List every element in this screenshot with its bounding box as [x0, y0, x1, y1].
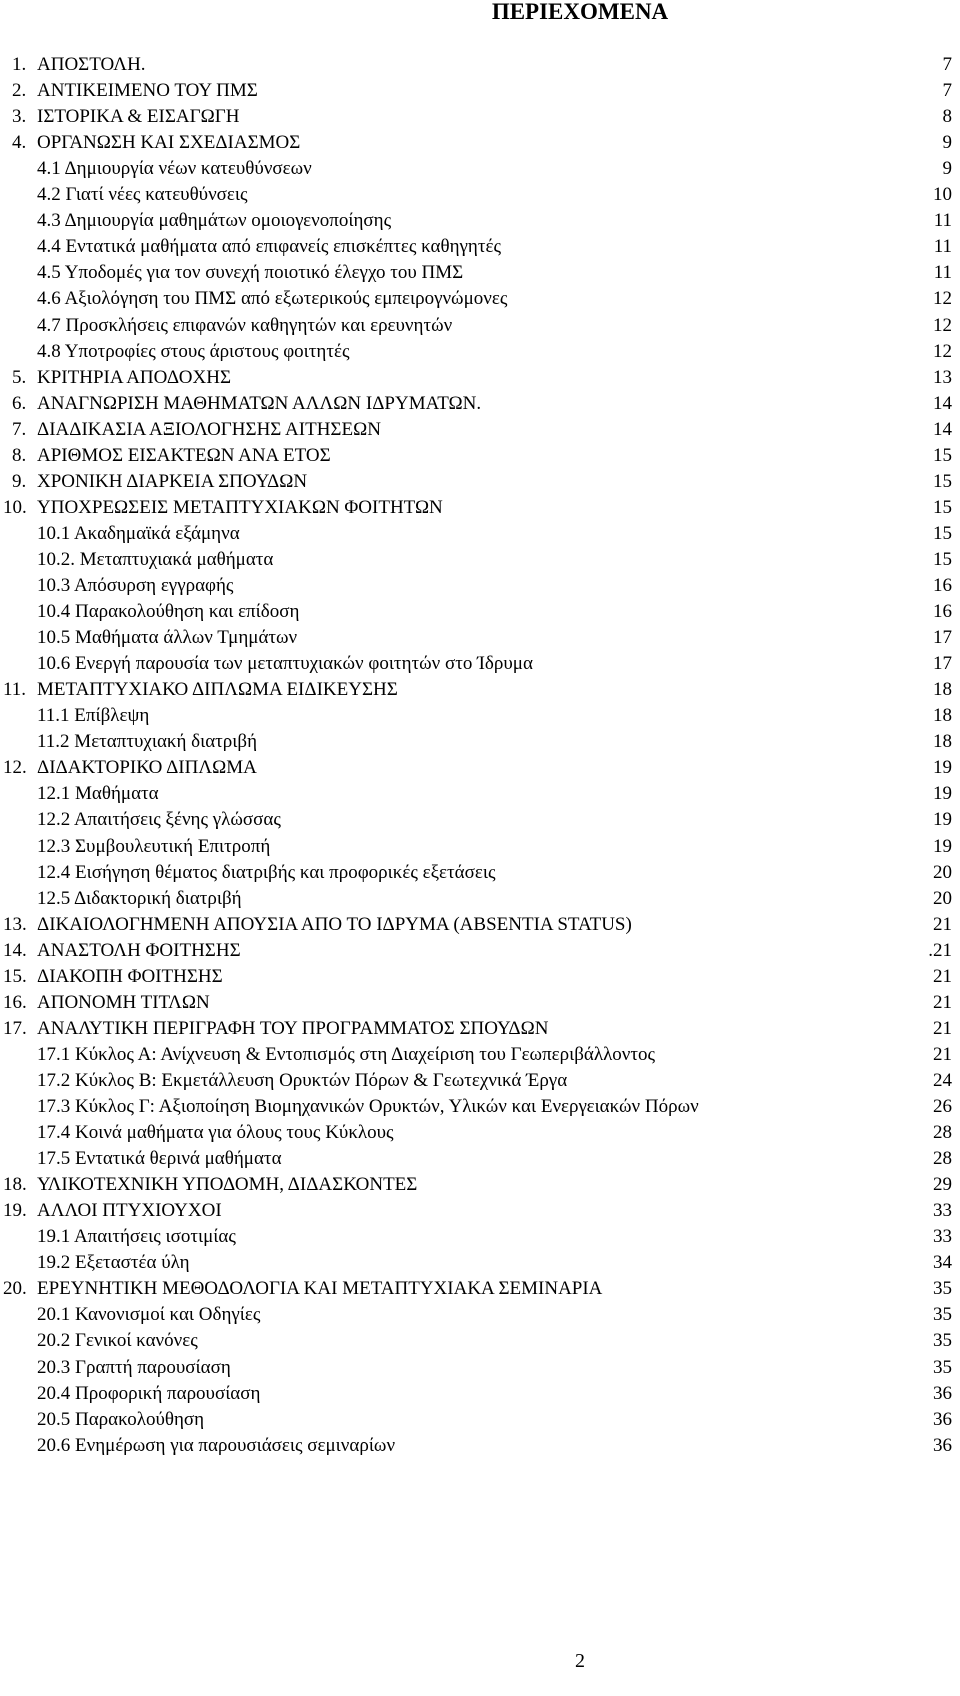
- toc-entry-title: 4.6 Αξιολόγηση του ΠΜΣ από εξωτερικούς εμπειρογνώμονες: [37, 288, 508, 310]
- toc-entry-page: 34: [933, 1252, 952, 1274]
- toc-entry[interactable]: [0, 886, 960, 912]
- toc-entry[interactable]: [0, 260, 960, 286]
- toc-entry-page: 18: [933, 705, 952, 727]
- toc-entry-page: 10: [933, 184, 952, 206]
- toc-entry-page: .21: [928, 939, 952, 961]
- toc-entry[interactable]: [0, 625, 960, 651]
- toc-entry-title: 4.7 Προσκλήσεις επιφανών καθηγητών και ερευνητών: [37, 314, 453, 336]
- toc-entry-title: 4.8 Υποτροφίες στους άριστους φοιτητές: [37, 340, 350, 362]
- toc-entry-number: 10.: [3, 496, 27, 518]
- toc-entry[interactable]: [0, 912, 960, 938]
- toc-entry-page: 18: [933, 731, 952, 753]
- toc-entry-number: 12.: [3, 757, 27, 779]
- toc-entry[interactable]: [0, 313, 960, 339]
- toc-entry-number: 20.: [3, 1278, 27, 1300]
- toc-entry[interactable]: [0, 1120, 960, 1146]
- toc-entry-number: 13.: [3, 913, 27, 935]
- toc-entry-number: 2.: [12, 80, 27, 102]
- toc-entry-page: 15: [933, 444, 952, 466]
- toc-entry-page: 21: [933, 913, 952, 935]
- toc-entry[interactable]: [0, 677, 960, 703]
- toc-entry[interactable]: [0, 417, 960, 443]
- toc-entry-page: 35: [933, 1356, 952, 1378]
- toc-entry-page: 13: [933, 366, 952, 388]
- toc-entry-number: 9.: [12, 470, 27, 492]
- toc-entry-title: ΟΡΓΑΝΩΣΗ ΚΑΙ ΣΧΕΔΙΑΣΜΟΣ: [37, 132, 301, 154]
- toc-entry-page: 35: [933, 1330, 952, 1352]
- toc-entry[interactable]: [0, 104, 960, 130]
- toc-entry-title: ΕΡΕΥΝΗΤΙΚΗ ΜΕΘΟΔΟΛΟΓΙΑ ΚΑΙ ΜΕΤΑΠΤΥΧΙΑΚΑ ΣΕΜΙΝΑΡΙΑ: [37, 1278, 603, 1300]
- page-title: ΠΕΡΙΕΧΟΜΕΝΑ: [491, 0, 669, 24]
- toc-entry[interactable]: [0, 1172, 960, 1198]
- toc-entry[interactable]: [0, 365, 960, 391]
- toc-entry-title: 10.1 Ακαδημαϊκά εξάμηνα: [37, 522, 240, 544]
- toc-entry[interactable]: [0, 1381, 960, 1407]
- toc-entry-page: 21: [933, 965, 952, 987]
- toc-entry-title: 12.3 Συμβουλευτική Επιτροπή: [37, 835, 271, 857]
- toc-entry[interactable]: [0, 156, 960, 182]
- toc-entry[interactable]: [0, 1094, 960, 1120]
- toc-entry-page: 28: [933, 1148, 952, 1170]
- toc-entry-title: 20.6 Ενημέρωση για παρουσιάσεις σεμιναρίων: [37, 1434, 396, 1456]
- toc-entry-title: 11.1 Επίβλεψη: [37, 705, 150, 727]
- toc-entry[interactable]: [0, 834, 960, 860]
- toc-entry-page: 16: [933, 601, 952, 623]
- toc-entry-title: ΔΙΚΑΙΟΛΟΓΗΜΕΝΗ ΑΠΟΥΣΙΑ ΑΠΟ ΤΟ ΙΔΡΥΜΑ (ABSENTIA STATUS): [37, 913, 632, 935]
- toc-entry-page: 17: [933, 653, 952, 675]
- toc-entry-page: 21: [933, 991, 952, 1013]
- toc-entry[interactable]: [0, 78, 960, 104]
- toc-entry[interactable]: [0, 573, 960, 599]
- toc-entry-number: 17.: [3, 1017, 27, 1039]
- toc-entry-title: ΑΝΑΛΥΤΙΚΗ ΠΕΡΙΓΡΑΦΗ ΤΟΥ ΠΡΟΓΡΑΜΜΑΤΟΣ ΣΠΟΥΔΩΝ: [37, 1017, 549, 1039]
- toc-entry-page: 20: [933, 887, 952, 909]
- toc-entry-number: 1.: [12, 54, 27, 75]
- toc-entry[interactable]: [0, 1276, 960, 1302]
- toc-entry-title: ΥΠΟΧΡΕΩΣΕΙΣ ΜΕΤΑΠΤΥΧΙΑΚΩΝ ΦΟΙΤΗΤΩΝ: [37, 496, 443, 518]
- toc-entry-page: 16: [933, 575, 952, 596]
- toc-entry-title: 10.4 Παρακολούθηση και επίδοση: [37, 601, 300, 623]
- toc-entry-number: 15.: [3, 965, 27, 987]
- toc-entry-page: 7: [942, 54, 952, 75]
- toc-entry-page: 19: [933, 783, 952, 805]
- toc-entry-page: 9: [942, 158, 952, 180]
- toc-entry-title: 10.6 Ενεργή παρουσία των μεταπτυχιακών φοιτητών στο Ίδρυμα: [37, 653, 533, 675]
- toc-entry[interactable]: [0, 1355, 960, 1381]
- toc-entry-number: 11.: [3, 679, 27, 701]
- toc-entry-title: ΙΣΤΟΡΙΚΑ & ΕΙΣΑΓΩΓΗ: [37, 106, 240, 128]
- toc-entry[interactable]: [0, 286, 960, 312]
- toc-entry[interactable]: [0, 599, 960, 625]
- toc-entry-title: 19.1 Απαιτήσεις ισοτιμίας: [37, 1226, 236, 1248]
- toc-entry[interactable]: [0, 1433, 960, 1459]
- toc-entry-page: 29: [933, 1174, 952, 1196]
- toc-entry-title: 20.4 Προφορική παρουσίαση: [37, 1382, 261, 1404]
- toc-entry[interactable]: [0, 729, 960, 755]
- toc-entry-title: ΔΙΔΑΚΤΟΡΙΚΟ ΔΙΠΛΩΜΑ: [37, 757, 257, 779]
- toc-entry[interactable]: [0, 1302, 960, 1328]
- toc-entry-page: 12: [933, 340, 952, 362]
- toc-entry-page: 24: [933, 1069, 952, 1091]
- toc-entry-page: 14: [933, 418, 952, 440]
- toc-entry[interactable]: [0, 1068, 960, 1094]
- toc-entry-title: ΜΕΤΑΠΤΥΧΙΑΚΟ ΔΙΠΛΩΜΑ ΕΙΔΙΚΕΥΣΗΣ: [37, 679, 398, 701]
- toc-entry-page: 15: [933, 522, 952, 544]
- toc-entry-page: 14: [933, 392, 952, 414]
- toc-entry[interactable]: [0, 234, 960, 260]
- toc-entry-page: 21: [933, 1017, 952, 1039]
- toc-entry-title: ΔΙΑΔΙΚΑΣΙΑ ΑΞΙΟΛΟΓΗΣΗΣ ΑΙΤΗΣΕΩΝ: [37, 418, 381, 440]
- toc-entry-page: 26: [933, 1096, 952, 1117]
- toc-entry-page: 19: [933, 835, 952, 857]
- toc-entry-page: 35: [933, 1304, 952, 1326]
- toc-entry-number: 3.: [12, 106, 27, 128]
- toc-entry-page: 11: [933, 210, 952, 232]
- toc-entry[interactable]: [0, 1016, 960, 1042]
- toc-entry-number: 14.: [3, 939, 27, 961]
- toc-entry-page: 33: [933, 1226, 952, 1248]
- toc-entry-number: 6.: [12, 392, 27, 414]
- page-number: 2: [575, 1650, 585, 1672]
- toc-entry-page: 19: [933, 809, 952, 831]
- toc-entry[interactable]: [0, 469, 960, 495]
- toc-entry-title: 12.4 Εισήγηση θέματος διατριβής και προφορικές εξετάσεις: [37, 861, 496, 883]
- toc-entry[interactable]: [0, 443, 960, 469]
- toc-entry-page: 20: [933, 861, 952, 883]
- toc-entry[interactable]: [0, 1407, 960, 1433]
- toc-entry-title: ΧΡΟΝΙΚΗ ΔΙΑΡΚΕΙΑ ΣΠΟΥΔΩΝ: [37, 470, 308, 492]
- toc-entry-page: 9: [942, 132, 952, 154]
- toc-entry-title: ΑΝΤΙΚΕΙΜΕΝΟ ΤΟΥ ΠΜΣ: [37, 80, 258, 102]
- toc-entry-title: 20.1 Κανονισμοί και Οδηγίες: [37, 1304, 261, 1326]
- toc-entry-title: 19.2 Εξεταστέα ύλη: [37, 1252, 190, 1274]
- toc-entry-title: ΑΝΑΣΤΟΛΗ ΦΟΙΤΗΣΗΣ: [37, 939, 241, 961]
- toc-entry[interactable]: [0, 182, 960, 208]
- toc-entry-title: ΔΙΑΚΟΠΗ ΦΟΙΤΗΣΗΣ: [37, 965, 223, 987]
- toc-entry[interactable]: [0, 938, 960, 964]
- toc-entry-title: 20.3 Γραπτή παρουσίαση: [37, 1356, 231, 1378]
- toc-entry-page: 12: [933, 288, 952, 310]
- toc-entry[interactable]: [0, 1042, 960, 1068]
- toc-entry[interactable]: [0, 521, 960, 547]
- toc-entry-number: 7.: [12, 418, 27, 440]
- toc-entry-page: 18: [933, 679, 952, 701]
- toc-entry-page: 36: [933, 1408, 952, 1430]
- toc-entry[interactable]: [0, 130, 960, 156]
- toc-entry-number: 19.: [3, 1200, 27, 1222]
- toc-entry-title: 20.2 Γενικοί κανόνες: [37, 1330, 198, 1352]
- toc-entry-page: 21: [933, 1043, 952, 1065]
- toc-entry[interactable]: [0, 52, 960, 78]
- toc-entry-title: 10.2. Μεταπτυχιακά μαθήματα: [37, 548, 274, 570]
- toc-entry-title: ΥΛΙΚΟΤΕΧΝΙΚΗ ΥΠΟΔΟΜΗ, ΔΙΔΑΣΚΟΝΤΕΣ: [37, 1174, 418, 1196]
- toc-entry-page: 15: [933, 470, 952, 492]
- toc-entry[interactable]: [0, 1224, 960, 1250]
- toc-entry-page: 8: [942, 106, 952, 128]
- toc-entry-number: 5.: [12, 366, 27, 388]
- toc-entry-title: ΑΠΟΝΟΜΗ ΤΙΤΛΩΝ: [37, 991, 210, 1013]
- toc-entry-title: 4.5 Υποδομές για τον συνεχή ποιοτικό έλεγχο του ΠΜΣ: [37, 262, 464, 284]
- toc-entry-number: 8.: [12, 444, 27, 466]
- toc-entry[interactable]: [0, 1328, 960, 1354]
- toc-entry[interactable]: [0, 547, 960, 573]
- toc-entry[interactable]: [0, 651, 960, 677]
- toc-entry-title: 10.5 Μαθήματα άλλων Τμημάτων: [37, 627, 298, 649]
- toc-entry-number: 4.: [12, 132, 27, 154]
- toc-entry-page: 28: [933, 1122, 952, 1144]
- toc-entry-title: ΑΛΛΟΙ ΠΤΥΧΙΟΥΧΟΙ: [37, 1200, 222, 1222]
- toc-entry-title: 4.4 Εντατικά μαθήματα από επιφανείς επισκέπτες καθηγητές: [37, 236, 501, 258]
- toc-entry-title: 4.3 Δημιουργία μαθημάτων ομοιογενοποίησης: [37, 210, 392, 232]
- toc-entry[interactable]: [0, 860, 960, 886]
- toc-entry-title: ΑΡΙΘΜΟΣ ΕΙΣΑΚΤΕΩΝ ΑΝΑ ΕΤΟΣ: [37, 444, 331, 466]
- toc-entry[interactable]: [0, 990, 960, 1016]
- toc-entry-title: 17.2 Κύκλος Β: Εκμετάλλευση Ορυκτών Πόρων & Γεωτεχνικά Έργα: [37, 1069, 568, 1091]
- toc-entry[interactable]: [0, 1146, 960, 1172]
- toc-entry[interactable]: [0, 964, 960, 990]
- toc-entry-number: 18.: [3, 1174, 27, 1196]
- toc-entry-page: 15: [933, 496, 952, 518]
- toc-entry-title: 11.2 Μεταπτυχιακή διατριβή: [37, 731, 258, 753]
- toc-entry-page: 19: [933, 757, 952, 779]
- toc-entry[interactable]: [0, 495, 960, 521]
- toc-entry-page: 11: [933, 236, 952, 258]
- toc-entry-title: 17.3 Κύκλος Γ: Αξιοποίηση Βιομηχανικών Ορυκτών, Υλικών και Ενεργειακών Πόρων: [37, 1096, 699, 1117]
- toc-entry[interactable]: [0, 703, 960, 729]
- toc-entry-page: 7: [942, 80, 952, 102]
- toc-entry-page: 15: [933, 548, 952, 570]
- toc-entry-title: 12.5 Διδακτορική διατριβή: [37, 887, 242, 909]
- toc-entry-title: 12.1 Μαθήματα: [37, 783, 159, 805]
- toc-entry-title: 10.3 Απόσυρση εγγραφής: [37, 575, 234, 596]
- toc-entry[interactable]: [0, 755, 960, 781]
- toc-entry-title: 4.2 Γιατί νέες κατευθύνσεις: [37, 184, 248, 206]
- toc-entry[interactable]: [0, 807, 960, 833]
- toc-entry[interactable]: [0, 1250, 960, 1276]
- toc-entry[interactable]: [0, 781, 960, 807]
- toc-entry-page: 35: [933, 1278, 952, 1300]
- toc-entry[interactable]: [0, 391, 960, 417]
- toc-entry[interactable]: [0, 1198, 960, 1224]
- toc-entry-title: ΑΝΑΓΝΩΡΙΣΗ ΜΑΘΗΜΑΤΩΝ ΑΛΛΩΝ ΙΔΡΥΜΑΤΩΝ.: [37, 392, 482, 414]
- toc-entry[interactable]: [0, 208, 960, 234]
- toc-entry-title: 17.1 Κύκλος Α: Ανίχνευση & Εντοπισμός στη Διαχείριση του Γεωπεριβάλλοντος: [37, 1043, 656, 1065]
- toc-entry-title: ΑΠΟΣΤΟΛΗ.: [37, 54, 146, 75]
- toc-entry[interactable]: [0, 339, 960, 365]
- toc-entry-title: 4.1 Δημιουργία νέων κατευθύνσεων: [37, 158, 312, 180]
- toc-entry-page: 12: [933, 314, 952, 336]
- toc-entry-title: 17.5 Εντατικά θερινά μαθήματα: [37, 1148, 282, 1170]
- toc-entry-page: 33: [933, 1200, 952, 1222]
- toc-entry-title: ΚΡΙΤΗΡΙΑ ΑΠΟΔΟΧΗΣ: [37, 366, 231, 388]
- toc-entry-number: 16.: [3, 991, 27, 1013]
- toc-entry-title: 12.2 Απαιτήσεις ξένης γλώσσας: [37, 809, 281, 831]
- toc-entry-page: 17: [933, 627, 952, 649]
- toc-entry-page: 36: [933, 1382, 952, 1404]
- toc-entry-title: 17.4 Κοινά μαθήματα για όλους τους Κύκλους: [37, 1122, 394, 1144]
- toc-entry-page: 36: [933, 1434, 952, 1456]
- toc-entry-page: 11: [933, 262, 952, 284]
- toc-entry-title: 20.5 Παρακολούθηση: [37, 1408, 205, 1430]
